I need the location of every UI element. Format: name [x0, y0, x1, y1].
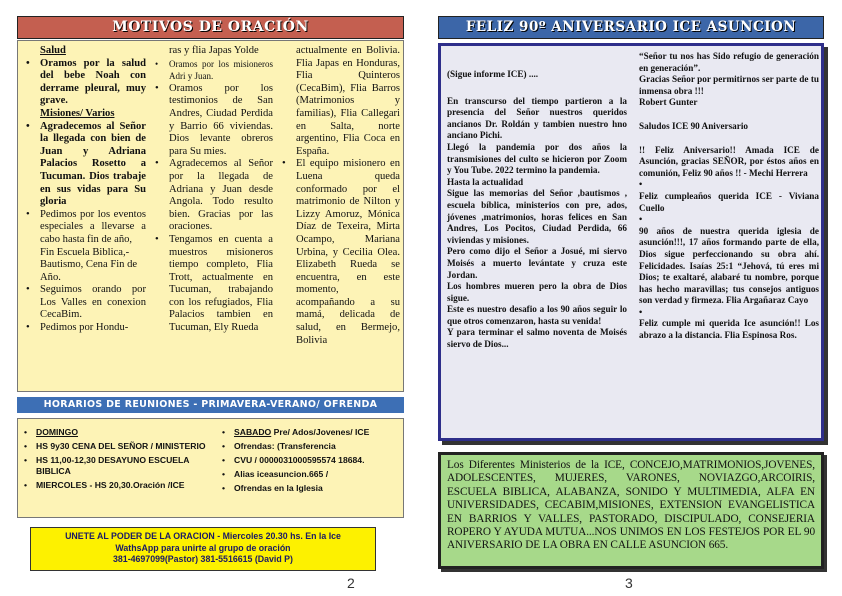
greeting-paragraph: Feliz cumpleaños querida ICE - Viviana Cuello: [639, 190, 819, 213]
report-paragraph: En transcurso del tiempo partieron a la presencia del Señor nuestros queridos ancianos Dr. Roldán y tambien nuestro hno anciano Pichi.: [447, 95, 627, 141]
anniversary-column-1: [447, 69, 627, 351]
ofrenda-item: • Ofrendas en la Iglesia: [220, 483, 402, 494]
greeting-paragraph: 90 años de nuestra querida iglesia de asunción!!!, 17 años formando parte de ella, Dios sigue perfeccionando su obra ahí. Felicidades. Isaías 25:1 “Jehová, tú eres mi Dios; te exaltaré, alabaré tu nombre, porque has hecho maravillas; tus consejos antiguos son verdad y firmeza. Flia Argañaraz Cayo: [639, 225, 819, 306]
horario-item: • HS 11,00-12,30 DESAYUNO ESCUELA BIBLICA: [22, 455, 214, 477]
report-paragraph: (Sigue informe ICE) ....: [447, 69, 539, 79]
prayer-section: [17, 40, 404, 392]
prayer-item: • Oramos por la salud del bebe Noah con derrame pleural, muy grave.: [24, 58, 146, 108]
report-paragraph: Hasta la actualidad: [447, 176, 524, 187]
greeting-paragraph: Feliz cumple mi querida Ice asunción!! Los abrazo a la distancia. Flia Espinosa Ros.: [639, 318, 819, 341]
sabado-label: SABADO: [234, 427, 272, 437]
unete-line: UNETE AL PODER DE LA ORACION - Miercoles 20.30 hs. En la Ice: [65, 531, 341, 541]
prayer-item-continuation: actualmente en Bolivia. Flia Japas en Honduras, Flia Quinteros (CecaBim), Flia Barros (Matrimonios y familias), Flia Callegari en Salta, norte argentino, Flia Coca en España.: [296, 45, 400, 157]
greeting-paragraph: Gracias Señor por permitirnos ser parte de tu inmensa obra !!!: [639, 74, 819, 96]
anniversary-column-2: [639, 51, 819, 342]
greeting-paragraph: !! Feliz Aniversario!! Amada ICE de Asunción, gracias SEÑOR, por éstos años en comunión, Feliz 90 años !! - Mechi Herrera: [639, 144, 819, 178]
ofrenda-item: • CVU / 0000031000595574 18684.: [220, 455, 402, 466]
sabado-detail: Pre/ Ados/Jovenes/ ICE: [271, 427, 370, 437]
page-number-left: 2: [347, 575, 355, 591]
prayer-item-continuation: Fin Escuela Biblica,- Bautismo, Cena Fin de Año.: [40, 246, 138, 283]
horarios-title: HORARIOS DE REUNIONES - PRIMAVERA-VERANO/ OFRENDA: [17, 397, 404, 413]
prayer-item: • Pedimos por los eventos especiales a llevarse a cabo hasta fin de año,: [24, 209, 146, 247]
horarios-box: [17, 418, 404, 518]
ofrenda-item: • Ofrendas: (Transferencia: [220, 441, 402, 452]
prayer-column-3: [280, 45, 400, 347]
prayer-item: • Seguimos orando por Los Valles en conexion CecaBim.: [24, 284, 146, 322]
prayer-column-1: [24, 45, 146, 335]
unete-line: 381-4697099(Pastor) 381-5516615 (David P): [113, 554, 293, 564]
prayer-item: • Tengamos en cuenta a muestros misioneros tiempo completo, Flia Trott, actualmente en Tucuman, trabajando con los refugiados, Flia Palacios tambien en Tucuman, Ely Rueda: [153, 234, 273, 335]
horario-item: • MIERCOLES - HS 20,30.Oración /ICE: [22, 480, 214, 491]
unete-line: WathsApp para unirte al grupo de oración: [115, 542, 291, 553]
prayer-item: • Agradecemos al Señor la llegada con bien de Juan y Adriana Palacios Rosetto a Tucuman. Dios trabaje en sus vidas para Su gloria: [24, 121, 146, 209]
prayer-item-continuation: ras y flia Japas Yolde: [169, 45, 259, 56]
prayer-item: • Oramos por los testimonios de San Andres, Ciudad Perdida y Barrio 66 viviendas. Dios levante obreros para Su mies.: [153, 83, 273, 159]
greeting-paragraph: Robert Gunter: [639, 97, 698, 108]
prayer-column-2: [153, 45, 273, 335]
horario-item: • HS 9y30 CENA DEL SEÑOR / MINISTERIO: [22, 441, 214, 452]
domingo-label: DOMINGO: [36, 427, 79, 437]
misiones-heading: Misiones/ Varios: [40, 107, 115, 119]
page-number-right: 3: [625, 575, 633, 591]
report-paragraph: Este es nuestro desafio a los 90 años seguir lo que otros comenzaron, hasta su venida!: [447, 304, 627, 326]
anniversary-banner: FELIZ 90º ANIVERSARIO ICE ASUNCION: [438, 16, 824, 39]
report-paragraph: Sigue las memorias del Señor ,bautismos , escuela bíblica, ministerios con pre, ados, jóvenes ,matrimonios, horas felices en San Andres, Los Pocitos, Ciudad Perdida, 66 viviendas y misiones.: [447, 188, 627, 245]
anniversary-box: [438, 43, 824, 441]
ministerios-box: Los Diferentes Ministerios de la ICE, CONCEJO,MATRIMONIOS,JOVENES, ADOLESCENTES, MUJERES, VARONES, NOVIAZGO,ARCOIRIS, ESCUELA BIBLICA, ALABANZA, SONIDO Y MULTIMEDIA, ALFA EN UNIVERSIDADES, CECABIM,MISIONES, EXTENSION EVANGELISTICA EN BARRIOS Y VALLES, PASTORADO, DISCIPULADO, CONSEJERIA ROPERO Y AYUDA MUTUA...NOS UNIMOS EN LOS FESTEJOS POR EL 90 ANIVERSARIO DE LA OBRA EN CALLE ASUNCION 665.: [438, 452, 824, 569]
prayer-item: • Oramos por los misioneros Adri y Juan.: [153, 58, 273, 83]
prayer-item: • Pedimos por Hondu-: [24, 322, 146, 335]
greeting-paragraph: Saludos ICE 90 Aniversario: [639, 120, 748, 131]
prayer-item: • El equipo misionero en Luena queda conformado por el matrimonio de Nilton y Lizzy Amoruz, Mónica Díaz de Texeira, Mirta Ocampo, Mariana Urbina, y Cecilia Olea. Elizabeth Rueda se encuentra, en este momento, acompañando a su mamá, delicada de salud, en Bermejo, Bolivia: [280, 158, 400, 347]
horarios-column-2: [220, 427, 402, 497]
prayer-banner: MOTIVOS DE ORACIÓN: [17, 16, 404, 39]
bullet-glyph: •: [639, 179, 643, 190]
report-paragraph: Llegó la pandemia por dos años la transmisiones del culto se hicieron por Zoom y You Tube. 2022 termino la pandemia.: [447, 141, 627, 176]
horarios-column-1: [22, 427, 214, 494]
salud-heading: Salud: [40, 45, 66, 56]
bullet-glyph: •: [639, 214, 643, 225]
prayer-item: • Agradecemos al Señor por la llegada de Adriana y Juan desde Angola. Todo resulto bien. Gracias por las oraciones.: [153, 158, 273, 234]
report-paragraph: Y para terminar el salmo noventa de Moisés siervo de Dios...: [447, 327, 627, 350]
report-paragraph: Pero como dijo el Señor a Josué, mi siervo Moisés a muerto levántate y cruza este Jordan.: [447, 246, 627, 280]
unete-box: [30, 527, 376, 571]
report-paragraph: Los hombres mueren pero la obra de Dios sigue.: [447, 281, 627, 303]
ofrenda-item: • Alias iceasuncion.665 /: [220, 469, 402, 480]
greeting-paragraph: “Señor tu nos has Sido refugio de generación en generación”.: [639, 51, 819, 73]
bullet-glyph: •: [639, 306, 643, 317]
